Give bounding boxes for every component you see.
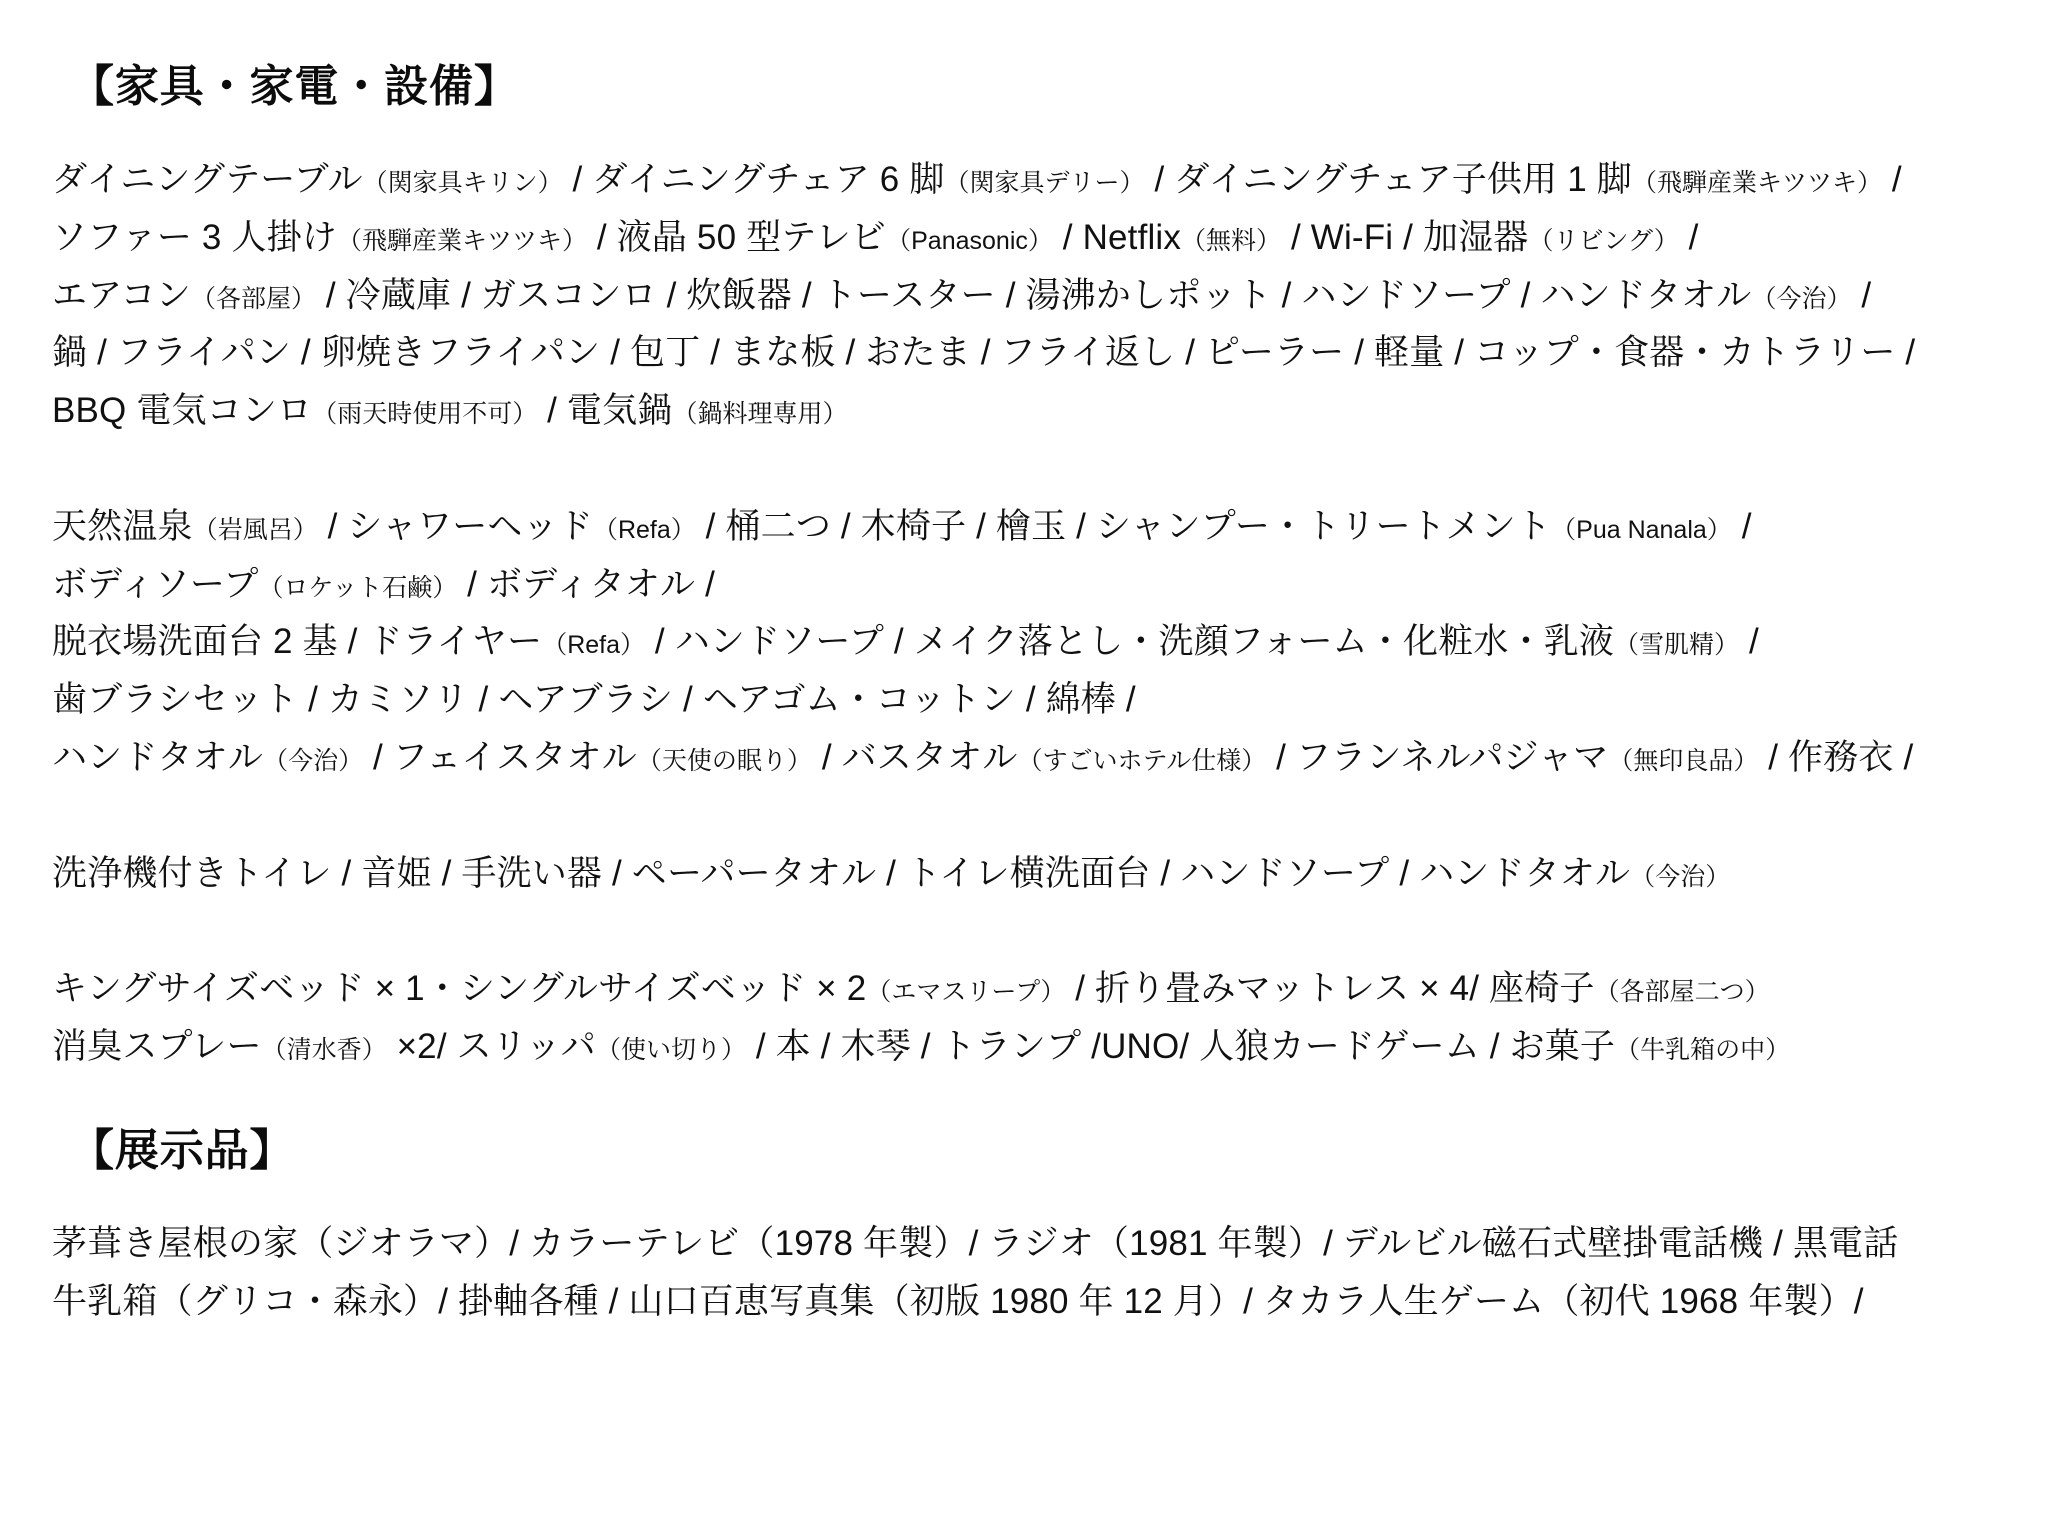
item-text: ダイニングテーブル	[52, 160, 363, 200]
item-text: / 冷蔵庫 / ガスコンロ / 炊飯器 / トースター / 湯沸かしポット / ハンドソープ / ハンドタオル	[315, 275, 1752, 315]
item-text: / ダイニングチェア子供用 1 脚	[1144, 160, 1632, 200]
item-text: /	[1678, 217, 1699, 257]
item-text: / 作務衣 /	[1758, 737, 1914, 777]
section-furniture	[52, 151, 2008, 440]
text-line	[52, 151, 2008, 209]
note-text: （雨天時使用不可）	[312, 400, 538, 429]
heading-furniture: 【家具・家電・設備】	[70, 62, 519, 111]
item-text: / Netflix	[1052, 217, 1182, 257]
section-bedroom	[52, 960, 2008, 1076]
item-text: 消臭スプレー	[52, 1027, 262, 1067]
item-text: ボディソープ	[52, 564, 259, 604]
text-line	[52, 1273, 2008, 1331]
section-exhibits	[52, 1215, 2008, 1331]
note-text: （今治）	[263, 746, 364, 775]
note-text: （使い切り）	[595, 1036, 746, 1065]
item-text: / フランネルパジャマ	[1266, 737, 1609, 777]
note-text: （各部屋）	[190, 284, 316, 313]
text-line	[52, 324, 2008, 382]
item-text: ソファー 3 人掛け	[52, 217, 337, 257]
note-text: （Panasonic）	[886, 226, 1053, 255]
note-text: （鍋料理専用）	[672, 400, 848, 429]
item-text: 牛乳箱（グリコ・森永）/ 掛軸各種 / 山口百恵写真集（初版 1980 年 12 月）/ タカラ人生ゲーム（初代 1968 年製）/	[52, 1281, 1864, 1321]
note-text: （Refa）	[542, 631, 645, 660]
item-text: / 液晶 50 型テレビ	[586, 217, 887, 257]
note-text: （ロケット石鹸）	[258, 573, 458, 602]
item-text: /	[1731, 506, 1752, 546]
note-text: （無料）	[1181, 226, 1282, 255]
item-text: / ハンドソープ / メイク落とし・洗顔フォーム・化粧水・乳液	[645, 622, 1615, 662]
item-text: キングサイズベッド × 1・シングルサイズベッド × 2	[52, 969, 867, 1009]
text-line	[52, 498, 2008, 556]
text-line	[52, 1018, 2008, 1076]
note-text: （飛騨産業キツツキ）	[1631, 169, 1882, 198]
item-text: / 桶二つ / 木椅子 / 檜玉 / シャンプー・トリートメント	[695, 506, 1552, 546]
note-text: （関家具キリン）	[362, 169, 563, 198]
text-line	[52, 209, 2008, 267]
note-text: （エマスリープ）	[866, 978, 1066, 1007]
note-text: （すごいホテル仕様）	[1017, 746, 1267, 775]
section-toilet	[52, 845, 2008, 903]
item-text: 天然温泉	[52, 506, 193, 546]
item-text: /	[1881, 160, 1902, 200]
item-text: ハンドタオル	[52, 737, 264, 777]
section-spacer	[52, 787, 2008, 845]
item-text: 茅葺き屋根の家（ジオラマ）/ カラーテレビ（1978 年製）/ ラジオ（1981 年製）/ デルビル磁石式壁掛電話機 / 黒電話	[52, 1224, 1899, 1264]
text-line	[52, 845, 2008, 903]
note-text: （雪肌精）	[1614, 631, 1740, 660]
item-text: / Wi-Fi / 加湿器	[1281, 217, 1529, 257]
note-text: （今治）	[1751, 284, 1852, 313]
note-text: （各部屋二つ）	[1594, 978, 1770, 1007]
text-line	[52, 267, 2008, 325]
item-text: エアコン	[52, 275, 191, 315]
note-text: （飛騨産業キツツキ）	[336, 226, 587, 255]
note-text: （Refa）	[592, 515, 696, 544]
item-text: / 電気鍋	[537, 391, 673, 431]
text-line	[52, 613, 2008, 671]
note-text: （関家具デリー）	[944, 169, 1145, 198]
heading-exhibits: 【展示品】	[70, 1125, 295, 1175]
item-text: / ダイニングチェア 6 脚	[562, 160, 945, 200]
section-bath	[52, 498, 2008, 787]
text-line	[52, 556, 2008, 614]
note-text: （今治）	[1630, 862, 1731, 891]
section-spacer	[52, 440, 2008, 498]
note-text: （牛乳箱の中）	[1615, 1036, 1791, 1065]
section-spacer	[52, 902, 2008, 960]
item-text: / バスタオル	[811, 737, 1018, 777]
note-text: （無印良品）	[1608, 746, 1759, 775]
item-text: / 本 / 木琴 / トランプ /UNO/ 人狼カードゲーム / お菓子	[745, 1027, 1616, 1067]
text-line	[52, 382, 2008, 440]
item-text: /	[1739, 622, 1759, 662]
text-line	[52, 729, 2008, 787]
item-text: 歯ブラシセット / カミソリ / ヘアブラシ / ヘアゴム・コットン / 綿棒 /	[52, 680, 1136, 720]
note-text: （天使の眠り）	[636, 746, 812, 775]
item-text: 鍋 / フライパン / 卵焼きフライパン / 包丁 / まな板 / おたま / フライ返し / ピーラー / 軽量 / コップ・食器・カトラリー /	[52, 333, 1916, 373]
note-text: （リビング）	[1528, 226, 1679, 255]
item-text: / ボディタオル /	[457, 564, 716, 604]
item-text: /	[1851, 275, 1872, 315]
item-text: 脱衣場洗面台 2 基 / ドライヤー	[52, 622, 543, 662]
item-text: / 折り畳みマットレス × 4/ 座椅子	[1065, 969, 1595, 1009]
item-text: 洗浄機付きトイレ / 音姫 / 手洗い器 / ペーパータオル / トイレ横洗面台 / ハンドソープ / ハンドタオル	[52, 853, 1631, 893]
note-text: （清水香）	[261, 1036, 387, 1065]
item-text: ×2/ スリッパ	[386, 1027, 596, 1067]
note-text: （Pua Nanala）	[1551, 515, 1732, 544]
item-text: / シャワーヘッド	[317, 506, 593, 546]
note-text: （岩風呂）	[192, 515, 318, 544]
item-text: / フェイスタオル	[363, 737, 637, 777]
item-text: BBQ 電気コンロ	[52, 391, 313, 431]
text-line	[52, 960, 2008, 1018]
text-line	[52, 1215, 2008, 1273]
text-line	[52, 671, 2008, 729]
